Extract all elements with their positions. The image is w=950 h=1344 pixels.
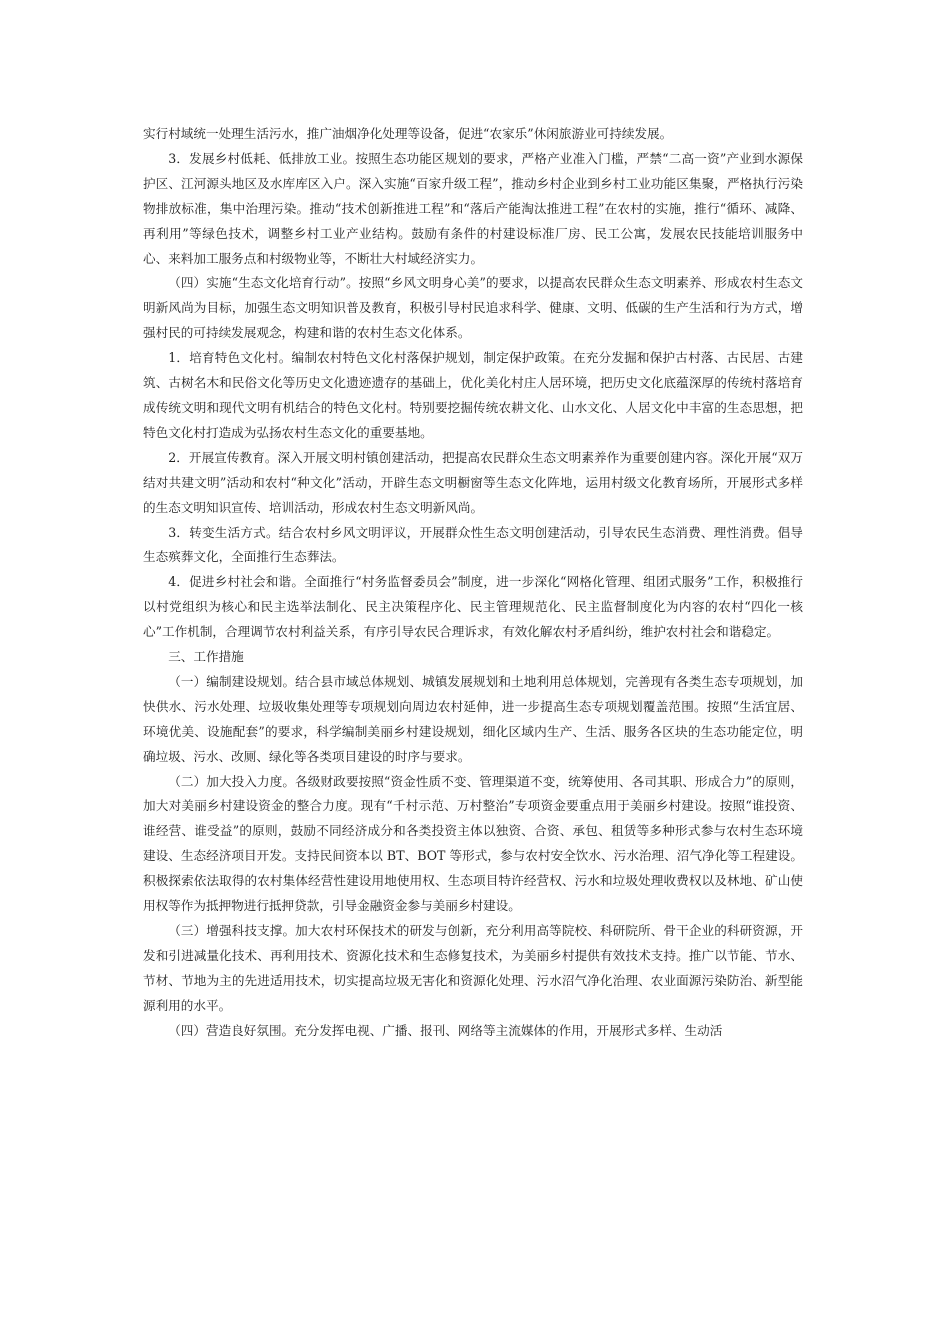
- paragraph-item-4-harmony: 4．促进乡村社会和谐。全面推行“村务监督委员会”制度，进一步深化“网格化管理、组团式服务”工作，积极推行以村党组织为核心和民主选举法制化、民主决策程序化、民主管理规范化、民主监督制度化为内容的农村“四化一核心”工作机制，合理调节农村利益关系，有序引导农民合理诉求，有效化解农村矛盾纠纷，维护农村社会和谐稳定。: [143, 574, 803, 640]
- paragraph-item-3-industry: 3．发展乡村低耗、低排放工业。按照生态功能区规划的要求，严格产业准入门槛，严禁“二高一资”产业到水源保护区、江河源头地区及水库库区入户。深入实施“百家升级工程”，推动乡村企业到乡村工业功能区集聚，严格执行污染物排放标准，集中治理污染。推动“技术创新推进工程”和“落后产能淘汰推进工程”在农村的实施，推行“循环、减降、再利用”等绿色技术，调整乡村工业产业结构。鼓励有条件的村建设标准厂房、民工公寓，发展农民技能培训服务中心、来料加工服务点和村级物业等，不断壮大村域经济实力。: [143, 150, 803, 266]
- paragraph-measure-4-atmosphere: （四）营造良好氛围。充分发挥电视、广播、报刊、网络等主流媒体的作用，开展形式多样、生动活: [168, 1022, 723, 1038]
- paragraph-measure-1-planning: （一）编制建设规划。结合县市域总体规划、城镇发展规划和土地利用总体规划，完善现有各类生态专项规划，加快供水、污水处理、垃圾收集处理等专项规划向周边农村延伸，进一步提高生态专项规划覆盖范围。按照“生活宜居、环境优美、设施配套”的要求，科学编制美丽乡村建设规划，细化区域内生产、生活、服务各区块的生态功能定位，明确垃圾、污水、改厕、绿化等各类项目建设的时序与要求。: [143, 673, 803, 764]
- paragraph-measure-3-technology: （三）增强科技支撑。加大农村环保技术的研发与创新，充分利用高等院校、科研院所、骨干企业的科研资源，开发和引进减量化技术、再利用技术、资源化技术和生态修复技术，为美丽乡村提供有效技术支持。推广以节能、节水、节材、节地为主的先进适用技术，切实提高垃圾无害化和资源化处理、污水沼气净化治理、农业面源污染防治、新型能源利用的水平。: [143, 923, 803, 1013]
- paragraph-measure-2-investment: （二）加大投入力度。各级财政要按照“资金性质不变、管理渠道不变，统筹使用、各司其职、形成合力”的原则，加大对美丽乡村建设资金的整合力度。现有“千村示范、万村整治”专项资金要重点用于美丽乡村建设。按照“谁投资、谁经营、谁受益”的原则，鼓励不同经济成分和各类投资主体以独资、合资、承包、租赁等多种形式参与农村生态环境建设、生态经济项目开发。支持民间资本以 BT、BOT 等形式，参与农村安全饮水、污水治理、沼气净化等工程建设。积极探索依法取得的农村集体经营性建设用地使用权、生态项目特许经营权、污水和垃圾处理收费权以及林地、矿山使用权等作为抵押物进行抵押贷款，引导金融资金参与美丽乡村建设。: [143, 773, 803, 914]
- paragraph-item-2-education: 2．开展宣传教育。深入开展文明村镇创建活动，把提高农民群众生态文明素养作为重要创建内容。深化开展“双万结对共建文明”活动和农村“种文化”活动，开辟生态文明橱窗等生态文化阵地，运用村级文化教育场所，开展形式多样的生态文明知识宣传、培训活动，形成农村生态文明新风尚。: [143, 449, 803, 515]
- paragraph-section-4-culture: （四）实施“生态文化培育行动”。按照“乡风文明身心美”的要求，以提高农民群众生态文明素养、形成农村生态文明新风尚为目标，加强生态文明知识普及教育，积极引导村民追求科学、健康、文明、低碳的生产生活和行为方式，增强村民的可持续发展观念，构建和谐的农村生态文化体系。: [143, 275, 803, 341]
- document-body: [143, 122, 803, 1044]
- paragraph-item-1-culture-village: 1．培育特色文化村。编制农村特色文化村落保护规划，制定保护政策。在充分发掘和保护古村落、古民居、古建筑、古树名木和民俗文化等历史文化遗迹遗存的基础上，优化美化村庄人居环境，把历史文化底蕴深厚的传统村落培育成传统文明和现代文明有机结合的特色文化村。特别要挖掘传统农耕文化、山水文化、人居文化中丰富的生态思想，把特色文化村打造成为弘扬农村生态文化的重要基地。: [143, 350, 803, 440]
- paragraph-continuation: 实行村域统一处理生活污水，推广油烟净化处理等设备，促进“农家乐”休闲旅游业可持续发展。: [143, 126, 673, 141]
- paragraph-item-3-lifestyle: 3．转变生活方式。结合农村乡风文明评议，开展群众性生态文明创建活动，引导农民生态消费、理性消费。倡导生态殡葬文化，全面推行生态葬法。: [143, 524, 803, 565]
- section-heading-measures: 三、工作措施: [168, 649, 244, 665]
